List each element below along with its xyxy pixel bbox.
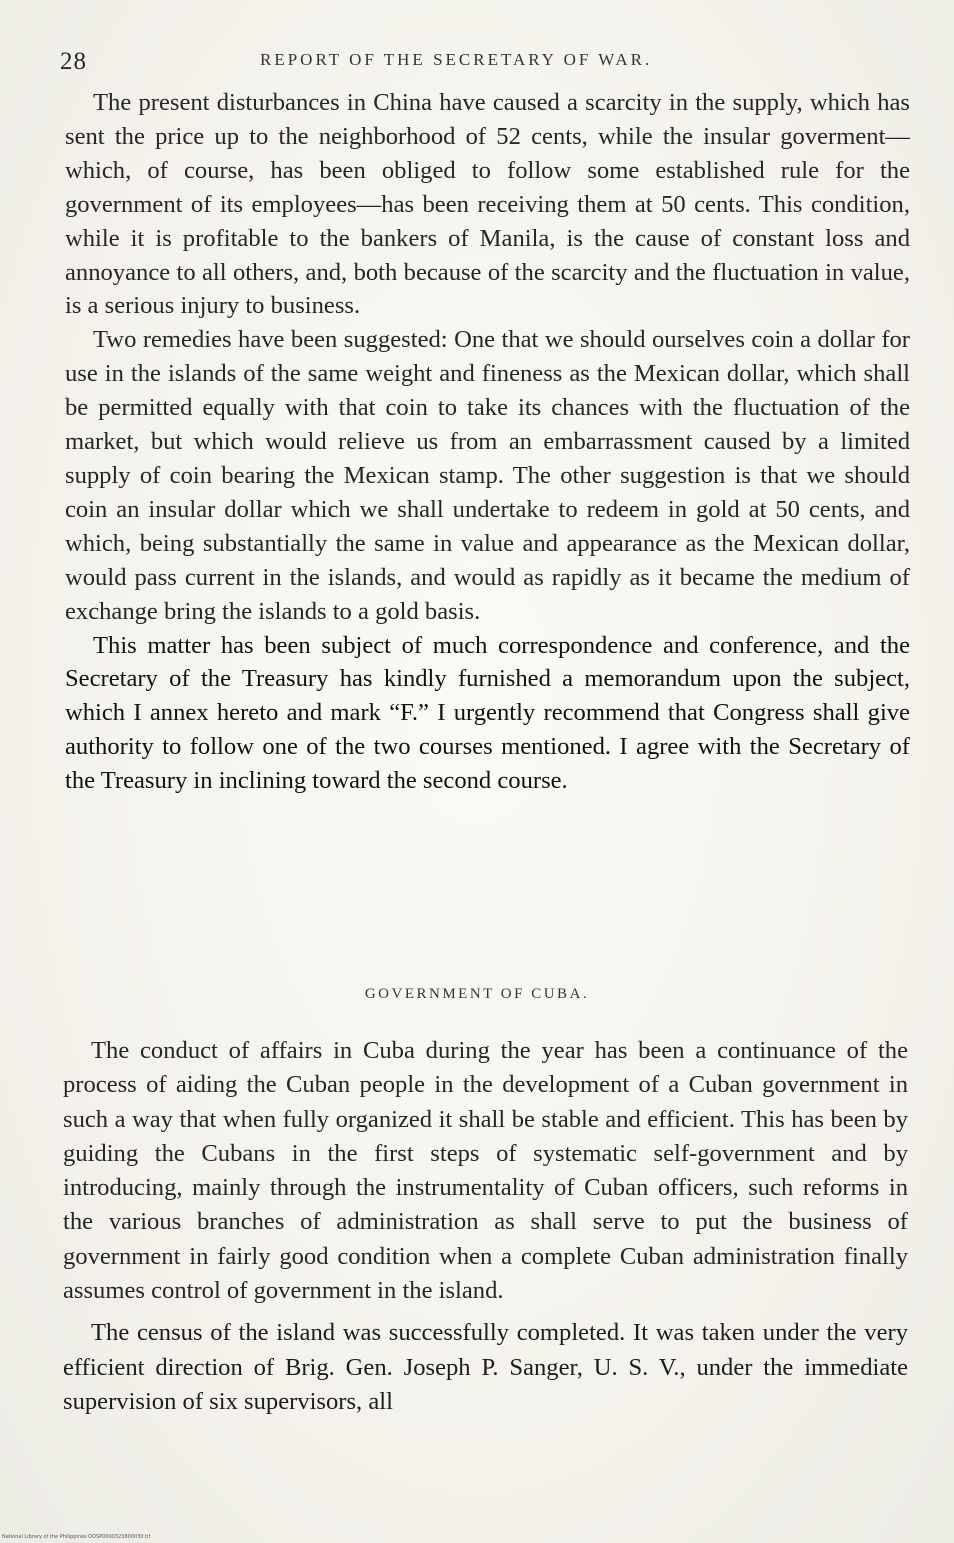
paragraph-currency-scarcity: The present disturbances in China have caused a scarcity in the supply, which has sent the price up to the neighborhood of 52 cents, while the insular goverment—which, of course, has been obliged to follow some established rule for the government of its employees—has been receiving them at 50 cents. This condition, while it is profitable to the bankers of Manila, is the cause of constant loss and annoyance to all others, and, both because of the scarcity and the fluctuation in value, is a serious injury to business. xyxy=(65,89,910,320)
paragraph-two-remedies: Two remedies have been suggested: One that we should ourselves coin a dollar for use in the islands of the same weight and fineness as the Mexican dollar, which shall be permitted equally with that coin to take its chances with the fluctuation of the market, but which would relieve us from an embarrassment caused by a limited supply of coin bearing the Mexican stamp. The other suggestion is that we should coin an insular dollar which we shall undertake to redeem in gold at 50 cents, and which, being substantially the same in value and appearance as the Mexican dollar, would pass current in the islands, and would as rapidly as it became the medium of exchange bring the islands to a gold basis. xyxy=(65,326,910,625)
paragraph-census: The census of the island was successfully completed. It was taken under the very efficient direction of Brig. Gen. Joseph P. Sanger, U. S. V., under the immediate supervision of six supervisors, all xyxy=(63,1319,908,1415)
body-text-cuba xyxy=(63,1034,908,1419)
paragraph-treasury-memorandum: This matter has been subject of much correspondence and conference, and the Secretary of the Treasury has kindly furnished a memorandum upon the subject, which I annex hereto and mark “F.” I urgently recommend that Congress shall give authority to follow one of the two courses mentioned. I agree with the Secretary of the Treasury in inclining toward the second course. xyxy=(65,631,910,795)
section-heading: GOVERNMENT OF CUBA. xyxy=(364,986,590,1002)
paragraph-cuba-affairs: The conduct of affairs in Cuba during the year has been a continuance of the process of aiding the Cuban people in the development of a Cuban government in such a way that when fully organized it shall be stable and efficient. This has been by guiding the Cubans in the first steps of systematic self-government and by introducing, mainly through the instrumentality of Cuban officers, such reforms in the various branches of administration as shall serve to put the business of government in fairly good condition when a complete Cuban administration finally assumes control of government in the island. xyxy=(63,1037,908,1305)
page-number: 28 xyxy=(60,48,87,75)
page-header xyxy=(60,40,910,80)
running-head: REPORT OF THE SECRETARY OF WAR. xyxy=(260,50,653,69)
body-text-philippines xyxy=(65,86,910,798)
archive-stamp: National Library of the Philippines DOSP0000323800030.tif xyxy=(2,1534,151,1540)
